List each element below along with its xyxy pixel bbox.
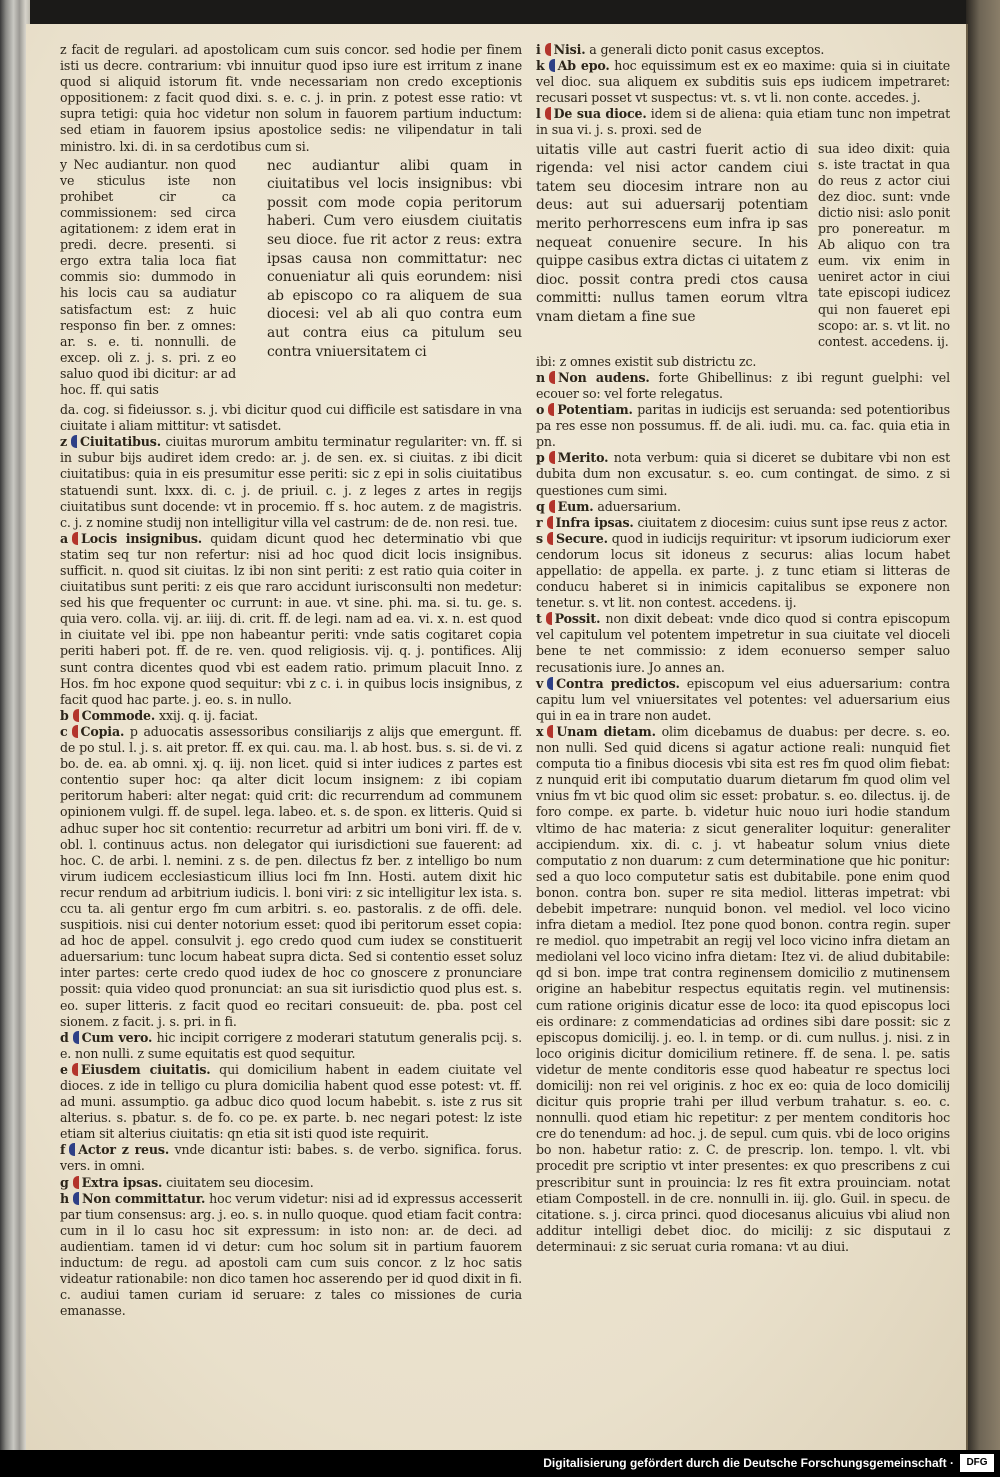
gloss-entry (536, 499, 950, 515)
entry-letter: b (60, 707, 69, 723)
entry-text: quidam dicunt quod hec determinatio vbi que statim seq tur non refertur: nisi ad hoc quod dicit locis insignibus. sufficit. n. quod sit ciuitas. lz ibi non sint periti: z est ratio quia coiter in ciuitatibus sunt periti: z eis que raro accidunt iurisconsulti non medetur: sed his que frequenter oc currunt: in aue. vt sine. phi. ma. si. tu. ge. s. quia vero. colla. vij. ar. iiij. di. crit. ff. de legi. nam ad ea. vi. x. n. est quod in ciuitate vel ibi. ppe non habeantur periti: vnde satis cogitaret copia periti haberi pot. ff. de re. ven. quod religiosis. vij. q. j. pontifices. Alij sunt contra dicentes quod vbi est eadem ratio. primum placuit Inno. z Hos. fm hoc expone quod sequitur: vbi z c. i. in quibus locis insignibus, z facit quod hac parte. j. eo. s. in nullo. (60, 530, 522, 707)
entry-letter: l (536, 106, 541, 122)
entry-letter: e (60, 1061, 68, 1077)
left-entries (60, 434, 522, 1319)
entry-letter: p (536, 450, 545, 466)
paragraph-mark-icon (547, 516, 553, 529)
gloss-entry (60, 1191, 522, 1320)
entry-lemma: Secure. (555, 530, 608, 546)
entry-text: p aduocatis assessoribus consiliarijs z alijs que emergunt. ff. de po stul. l. j. s. ait pretor. ff. ex qui. cau. ma. l. ab host. bus. s. si. de vi. z bo. de. ea. ab omni. xj. q. iij. non licet. quid si inter iudices z partes est contentio super hoc: qa alter dicit locum insignem: z ibi copiam peritorum haberi: alter negat: quid crit: dic recurrendum ad communem opinionem vulgi. ff. de supel. lega. labeo. et. s. de spon. ex litteris. Quid si adhuc super hoc sit contentio: recurretur ad arbitri um boni viri. ff. de v. obl. l. continuus actus. non delegator qui iurisdictioni sue fauerent: ad hoc. C. de arbi. l. nemini. z s. de pen. dilectus fz ber. z intelligo bo num virum iudicem ecclesiasticum illius loci fm Inn. Hosti. autem dixit hic recur rendum ad arbitrium iudicis. l. boni viri: z sic intelligitur lex ista. s. ccu ta. ali gentur ergo fm cum arbitri. s. eo. pastoralis. z de offi. dele. suspitiois. nisi cui denter notorium esset: quod ibi peritorum esset copia: ad hoc de appel. consulvit j. ego credo quod cum iudex se constituerit aduersarium: tunc locum habeat supra dicta. Sed si contentio esset soluz inter partes: certe credo quod iudex de hoc co gnoscere z pronunciare possit: quia video quod pronunciat: an sua sit iurisdictio quod plus est. s. eo. super litteris. z facit quod eo recitari consueuit: de. pba. post cel sionem. z facit. j. s. pri. in fi. (60, 723, 522, 1029)
paragraph-mark-icon (72, 532, 78, 545)
entry-text: paritas in iudicijs est seruanda: sed potentioribus pa res esse non possumus. ff. de ali. iudi. mu. ca. fac. quia etia in pn. (536, 402, 950, 450)
paragraph-mark-icon (545, 107, 551, 120)
left-after-sub: da. cog. si fideiussor. s. j. vbi dicitur quod cui difficile est satisdare in vna ciuitate i aliam mittitur: vt satisdet. (60, 402, 522, 434)
right-column (536, 42, 950, 1255)
entry-letter: n (536, 369, 546, 385)
entry-text: idem si de aliena: quia etiam tunc non impetrat in sua vi. j. s. proxi. sed de (536, 106, 950, 138)
right-after-sub: ibi: z omnes existit sub districtu zc. (536, 353, 757, 369)
entry-lemma: Ab epo. (557, 58, 610, 74)
right-entries (536, 370, 950, 1255)
gloss-entry (536, 450, 950, 498)
paragraph-mark-icon (546, 612, 552, 625)
left-intro: z facit de regulari. ad apostolicam cum suis concor. sed hodie per finem isti us decre. contrarium: vbi innuitur quod ipso iure est irritum z inane quod si aliquid istorum fit. vnde necessariam non credo exceptionis oppositionem: z facit quod dixi. s. e. c. j. in prin. z potest esse ratio: vt supra tetigi: quia hoc videtur non solum in fauorem partium inductum: sed etiam in fauorem ipsius apostolice sedis: ne vilipendatur in tali ministro. lxi. di. in sa cerdotibus cum si. (60, 42, 522, 154)
right-inner-text: uitatis ville aut castri fuerit actio di rigenda: vel nisi actor candem ciui tatem seu diocesim intrare non au deus: aut sui aduersarij potentiam merito perhorrescens eum infra ip sas nequeat conuenire secure. In his quippe casibus extra dictas ci uitatem z dioc. possit contra predi ctos causa committi: nullus tamen eorum vltra vnam dietam a fine sue (536, 141, 808, 325)
right-top-entries (536, 42, 950, 139)
paragraph-mark-icon (549, 500, 555, 513)
entry-text: episcopum vel eius aduersarium: contra capitu lum vel vniuersitates vel potentes: vel aduersarium eius qui in ea in trare non audet. (536, 675, 950, 723)
paragraph-mark-icon (69, 1143, 75, 1156)
entry-text: forte Ghibellinus: z ibi regunt guelphi: vel ecouer so: vel forte relegatus. (536, 369, 950, 401)
entry-letter: d (60, 1029, 69, 1045)
entry-text: ciuitatem z diocesim: cuius sunt ipse reus z actor. (633, 514, 948, 530)
entry-text: non dixit debeat: vnde dico quod si contra episcopum vel capitulum vel potentem impetretur in sua ciuitate vel dioceli bene te net commissio: z idem econuerso semper saluo recusationis iure. Jo annes an. (536, 611, 950, 675)
gloss-entry (60, 531, 522, 708)
entry-letter: r (536, 514, 543, 530)
gloss-entry (60, 724, 522, 1030)
left-inner-text: nec audiantur alibi quam in ciuitatibus vel locis insignibus: vbi possit com mode copia peritorum haberi. Cum vero eiusdem ciuitatis seu dioce. fue rit actor z reus: extra ipsas causa non committatur: nec conueniatur ali quis eorundem: nisi ab episcopo co ra aliquem de sua diocesi: vel ab ali quo contra eum aut contra eius ca pitulum seu contra vniuersitatem ci (267, 157, 522, 360)
entry-lemma: Non committatur. (82, 1190, 206, 1206)
entry-letter: s (536, 530, 543, 546)
gloss-entry (536, 370, 950, 402)
entry-text: hic incipit corrigere z moderari statutum generalis pcij. s. e. non nulli. z sume equitatis est quod sequitur. (60, 1029, 522, 1061)
paragraph-mark-icon (547, 532, 553, 545)
entry-lemma: Eum. (557, 498, 594, 514)
entry-text: ciuitatem seu diocesim. (162, 1174, 314, 1190)
entry-text: ciuitas murorum ambitu terminatur regulariter: vn. ff. si in subur bijs audiret idem credo: ar. j. de sen. ex. si ciuitas. z ibi dicit ciuitatibus: quia in eis presumitur esse periti: sic z epi in solis ciuitatibus statuendi sunt. lxxx. di. c. j. de priuil. c. j. z leges z artes in regijs ciuitatibus sunt docende: vt in procemio. ff s. hoc autem. z de magistris. c. j. z nomine studij non intelligitur villa vel castrum: de de. non resi. tue. (60, 434, 522, 530)
paragraph-mark-icon (547, 677, 553, 690)
paragraph-mark-icon (549, 371, 555, 384)
gloss-entry (60, 1062, 522, 1142)
entry-lemma: Commode. (81, 707, 156, 723)
entry-text: a generali dicto ponit casus exceptos. (585, 42, 825, 57)
entry-letter: t (536, 611, 542, 627)
gloss-entry (536, 515, 950, 531)
paragraph-mark-icon (72, 1063, 78, 1076)
footer-credit: Digitalisierung gefördert durch die Deutsche Forschungsgemeinschaft · (543, 1456, 954, 1470)
entry-letter: c (60, 723, 68, 739)
gloss-entry (536, 58, 950, 106)
right-inner-columns (536, 141, 950, 350)
dfg-logo: DFG (960, 1454, 994, 1472)
entry-letter: g (60, 1174, 69, 1190)
left-inner-gloss: y Nec audiantur. non quod ve sticulus iste non prohibet cir ca commissionem: sed circa agitationem: z idem erat in predi. decre. presenti. si ergo extra talia loca fiat commis sio: dummodo in his locis cau sa audiatur satisfactum est: z huic responso fin ber. z omnes: ar. s. e. ti. nonnulli. de excep. oli z. j. s. pri. z eo saluo quod ibi dicitur: ar ad hoc. ff. qui satis (60, 156, 236, 397)
entry-letter: z (60, 434, 68, 450)
entry-lemma: Non audens. (558, 369, 650, 385)
gloss-entry (536, 611, 950, 675)
entry-text: vnde dicantur isti: babes. s. de verbo. significa. forus. vers. in omni. (60, 1142, 522, 1174)
entry-letter: v (536, 675, 544, 691)
entry-text: hoc equissimum est ex eo maxime: quia si in ciuitate vel dioc. sua aliquem ex subditis suis eps iudicem impetraret: recusari posset vt suspectus: vt. s. vt li. non conte. accedes. j. (536, 58, 950, 106)
paragraph-mark-icon (73, 1192, 79, 1205)
paragraph-mark-icon (549, 59, 555, 72)
book-gutter-right (966, 0, 1000, 1450)
entry-lemma: Nisi. (553, 42, 586, 57)
entry-lemma: Infra ipsas. (555, 514, 634, 530)
entry-lemma: Eiusdem ciuitatis. (80, 1061, 211, 1077)
gloss-entry (536, 724, 950, 1255)
entry-lemma: Copia. (80, 723, 125, 739)
gloss-entry (60, 1142, 522, 1174)
entry-lemma: Contra predictos. (556, 675, 680, 691)
gloss-entry (60, 1030, 522, 1062)
entry-letter: o (536, 402, 545, 418)
gloss-entry (536, 676, 950, 724)
paragraph-mark-icon (73, 1176, 79, 1189)
entry-text: olim dicebamus de duabus: per decre. s. eo. non nulli. Sed quid dicens si agatur actione reali: nunquid fiet computa tio a finibus diocesis vbi sita est res fm quod olim fiebat: z nunquid erit ibi computatio duarum dietarum fm quod olim vel vnius fm vt bic quod olim sic esset: probatur. s. eo. dilectus. ij. de foro compe. ex parte. b. videtur huic nouo iuri hodie standum vltimo de hac materia: z sicut generaliter loquitur: generaliter accipiendum. xix. di. c. j. vt habeatur solum vnius diete computatio z non duarum: z cum determinatione que hic ponitur: sed a quo loco computetur satis est dubitabile. pone enim quod bonon. contra bon. super re sita mediol. litteras impetrat: vbi debebit impetrare: nunquid bonon. vel mediol. vel loco vicino infra dietam a mediol. Itez pone quod bonon. contra regin. super re mediol. quo impetrabit an regij vel loco vicino infra dietam an mediolani vel loco vicino infra dietam: Itez vi. de aliud dubitabile: qd si bon. impe trat contra reginensem domicilio z mutinensem origine an habebitur respectus equitatis regin. vel mutinensis: cum ratione originis dicatur esse de loco: ita quod episcopus loci eis ordinare: z commendaticias ad ordines sibi dare possit: sic z episcopus domicilij. j. eo. l. in temp. or di. cum nullus. j. nisi. z in loco originis dicitur domicilium retinere. ff. de sena. l. pe. satis videtur de mente conditoris esse quod habeatur re spectus loci domicilij: non rei vel originis. z hoc ex eo: quia de loco domicilij dicitur quis proprie trahi per illud verbum trahatur. s. eo. c. nonnulli. quod etiam hic repetitur: z per mentem conditoris hoc cre do tenendum: ad hoc. j. de sepul. cum quis. vbi de loco origins bo non. habetur ratio: z. C. de prescrip. lon. tempo. l. vlt. vbi procedit pre scriptio vt inter presentes: ex quo prescribens z cui prescribitur sunt in prouincia: lz res fit extra prouinciam. notat etiam Compostell. in de cre. nonnulli in. iij. glo. Guil. in specu. de citatione. s. j. circa princi. quod diocesanus alicuius vbi aliud non additur intelligi debet dioc. do micilij: z sic disputaui z determinaui: z sic seruat curia romana: vt au diui. (536, 723, 951, 1254)
paragraph-mark-icon (73, 1031, 79, 1044)
gloss-entry (536, 402, 950, 450)
left-column (60, 42, 522, 1319)
entry-lemma: De sua dioce. (553, 106, 647, 122)
entry-lemma: Extra ipsas. (81, 1174, 163, 1190)
entry-lemma: Ciuitatibus. (80, 434, 161, 450)
gloss-entry (60, 434, 522, 531)
entry-letter: i (536, 42, 541, 57)
entry-lemma: Locis insignibus. (81, 530, 203, 546)
entry-lemma: Possit. (554, 611, 601, 627)
entry-letter: k (536, 58, 545, 74)
entry-text: nota verbum: quia si diceret se dubitare vbi non est dubita dum non excusatur. s. eo. cum contingat. de simo. z si questiones cum simi. (536, 450, 950, 498)
paragraph-mark-icon (548, 403, 554, 416)
entry-letter: q (536, 498, 545, 514)
entry-lemma: Actor z reus. (78, 1142, 170, 1158)
paragraph-mark-icon (71, 435, 77, 448)
paragraph-mark-icon (73, 709, 79, 722)
right-inner-gloss: sua ideo dixit: quia s. iste tractat in qua do reus z actor ciui dez dioc. sunt: vnde dictio nisi: aslo ponit pro ponereatur. m Ab aliquo con tra eum. vix enim in ueniret actor in ciui tate episcopi iudicez qui non faueret epi scopo: ar. s. vt lit. no contest. accedens. ij. (818, 140, 950, 349)
left-inner-columns (60, 157, 522, 398)
entry-text: hoc verum videtur: nisi ad id expressus accesserit par tium consensus: arg. j. eo. s. in nullo quoque. quod etiam facit contra: cum in il lo casu hoc sit expressum: in isto non: ar. de deci. ad audientiam. tamen id vi detur: cum hoc solum sit in partium fauorem inductum: de regu. ad apostoli cam cum suis concor. z lz hoc satis videatur rationabile: non dico tamen hoc asserendo per id quod dixit in fi. c. audiui tamen curiam id seruare: z tales co missiones de curia emanasse. (60, 1190, 522, 1319)
paragraph-mark-icon (545, 43, 551, 56)
entry-letter: x (536, 723, 544, 739)
paragraph-mark-icon (72, 725, 78, 738)
gloss-entry (536, 42, 950, 58)
paragraph-mark-icon (547, 725, 553, 738)
entry-lemma: Cum vero. (81, 1029, 153, 1045)
entry-lemma: Merito. (557, 450, 609, 466)
entry-text: quod in iudicijs requiritur: vt ipsorum iudiciorum exer cendorum locus sit idoneus z securus: alias locum habet appellatio: de appella. ex parte. j. z tunc etiam si litteras de conducu haberet si in inimicis capitalibus se exponere non tenetur. s. vt lit. non contest. accedens. ij. (536, 530, 950, 611)
gloss-entry (60, 708, 522, 724)
gloss-entry (60, 1175, 522, 1191)
entry-letter: a (60, 530, 69, 546)
entry-lemma: Potentiam. (557, 402, 633, 418)
entry-letter: h (60, 1190, 70, 1206)
paragraph-mark-icon (549, 451, 555, 464)
entry-text: aduersarium. (593, 498, 681, 514)
entry-letter: f (60, 1142, 66, 1158)
entry-lemma: Unam dietam. (556, 723, 656, 739)
entry-text: xxij. q. ij. faciat. (155, 707, 258, 723)
gloss-entry (536, 106, 950, 138)
footer-bar (0, 1450, 1000, 1477)
gloss-entry (536, 531, 950, 611)
entry-text: qui domicilium habent in eadem ciuitate vel dioces. z ide in telligo cu plura domicilia habent quod esse potest: vt. ff. ad muni. assumptio. ga adbuc dico quod locum habebit. s. iste z rus sit alterius. s. pbatur. s. de fo. co pe. ex parte. b. nec negari potest: lz iste etiam sit alterius ciuitatis: qn etia sit isti quod iste requirit. (60, 1061, 523, 1142)
